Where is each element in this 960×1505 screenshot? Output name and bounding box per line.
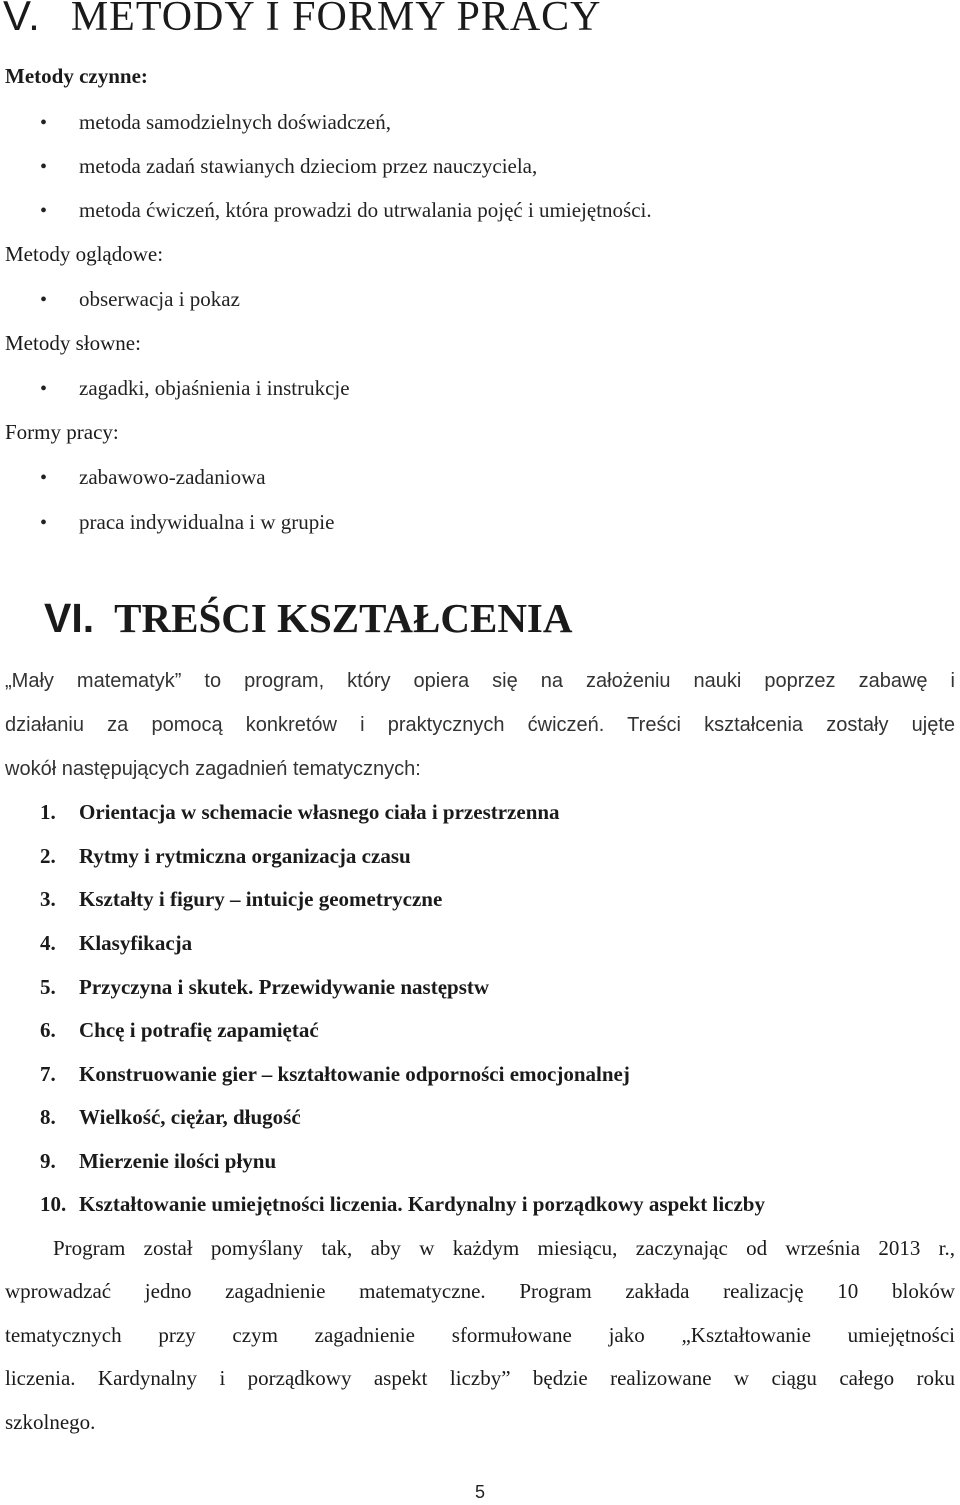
closing-line: szkolnego. (5, 1410, 96, 1434)
bullet-icon: • (40, 156, 48, 178)
list-item: • metoda zadań stawianych dzieciom przez nauczyciela, (40, 154, 538, 178)
intro-line: „Mały matematyk” to program, który opiera się na założeniu nauki poprzez zabawę i (5, 670, 955, 692)
closing-line: Program został pomyślany tak, aby w każdym miesiącu, zaczynając od września 2013 r., (53, 1236, 955, 1260)
list-item: • praca indywidualna i w grupie (40, 510, 335, 534)
section-5-title: METODY I FORMY PRACY (70, 0, 602, 40)
intro-line: wokół następujących zagadnień tematycznych: (5, 758, 421, 780)
bullet-icon: • (40, 512, 48, 534)
closing-line: wprowadzać jedno zagadnienie matematyczne. Program zakłada realizację 10 bloków (5, 1279, 955, 1303)
topic-item: 5. Przyczyna i skutek. Przewidywanie następstw (40, 975, 490, 999)
list-item: • metoda ćwiczeń, która prowadzi do utrwalania pojęć i umiejętności. (40, 198, 652, 222)
page-number: 5 (474, 1482, 485, 1502)
list-item: • obserwacja i pokaz (40, 287, 240, 311)
section-6-title: TREŚCI KSZTAŁCENIA (114, 595, 573, 641)
section-6-heading (44, 594, 573, 642)
section-5-heading (3, 0, 602, 41)
bullet-icon: • (40, 378, 48, 400)
list-item: • zabawowo-zadaniowa (40, 465, 266, 489)
topic-item: 10. Kształtowanie umiejętności liczenia. Kardynalny i porządkowy aspekt liczby (40, 1192, 765, 1216)
bullet-icon: • (40, 200, 48, 222)
topic-item: 1. Orientacja w schemacie własnego ciała i przestrzenna (40, 800, 560, 824)
topic-item: 3. Kształty i figury – intuicje geometryczne (40, 887, 443, 911)
topic-item: 4. Klasyfikacja (40, 931, 193, 955)
group-label-active-methods: Metody czynne: (5, 64, 148, 88)
list-item: • metoda samodzielnych doświadczeń, (40, 110, 391, 134)
topic-item: 7. Konstruowanie gier – kształtowanie odporności emocjonalnej (40, 1062, 630, 1086)
topic-item: 2. Rytmy i rytmiczna organizacja czasu (40, 844, 411, 868)
topic-item: 9. Mierzenie ilości płynu (40, 1149, 277, 1173)
bullet-icon: • (40, 467, 48, 489)
group-label-visual-methods: Metody oglądowe: (5, 242, 164, 266)
group-label-work-forms: Formy pracy: (5, 420, 119, 444)
intro-line: działaniu za pomocą konkretów i praktycznych ćwiczeń. Treści kształcenia zostały ujęte (5, 714, 955, 736)
closing-line: liczenia. Kardynalny i porządkowy aspekt liczby” będzie realizowane w ciągu całego roku (5, 1366, 955, 1390)
topic-item: 8. Wielkość, ciężar, długość (40, 1105, 301, 1129)
list-item: • zagadki, objaśnienia i instrukcje (40, 376, 350, 400)
section-6-number: VI. (44, 595, 95, 641)
section-5-number: V. (3, 0, 41, 39)
topic-item: 6. Chcę i potrafię zapamiętać (40, 1018, 319, 1042)
group-label-verbal-methods: Metody słowne: (5, 331, 141, 355)
bullet-icon: • (40, 289, 48, 311)
bullet-icon: • (40, 112, 48, 134)
closing-line: tematycznych przy czym zagadnienie sformułowane jako „Kształtowanie umiejętności (5, 1323, 955, 1347)
